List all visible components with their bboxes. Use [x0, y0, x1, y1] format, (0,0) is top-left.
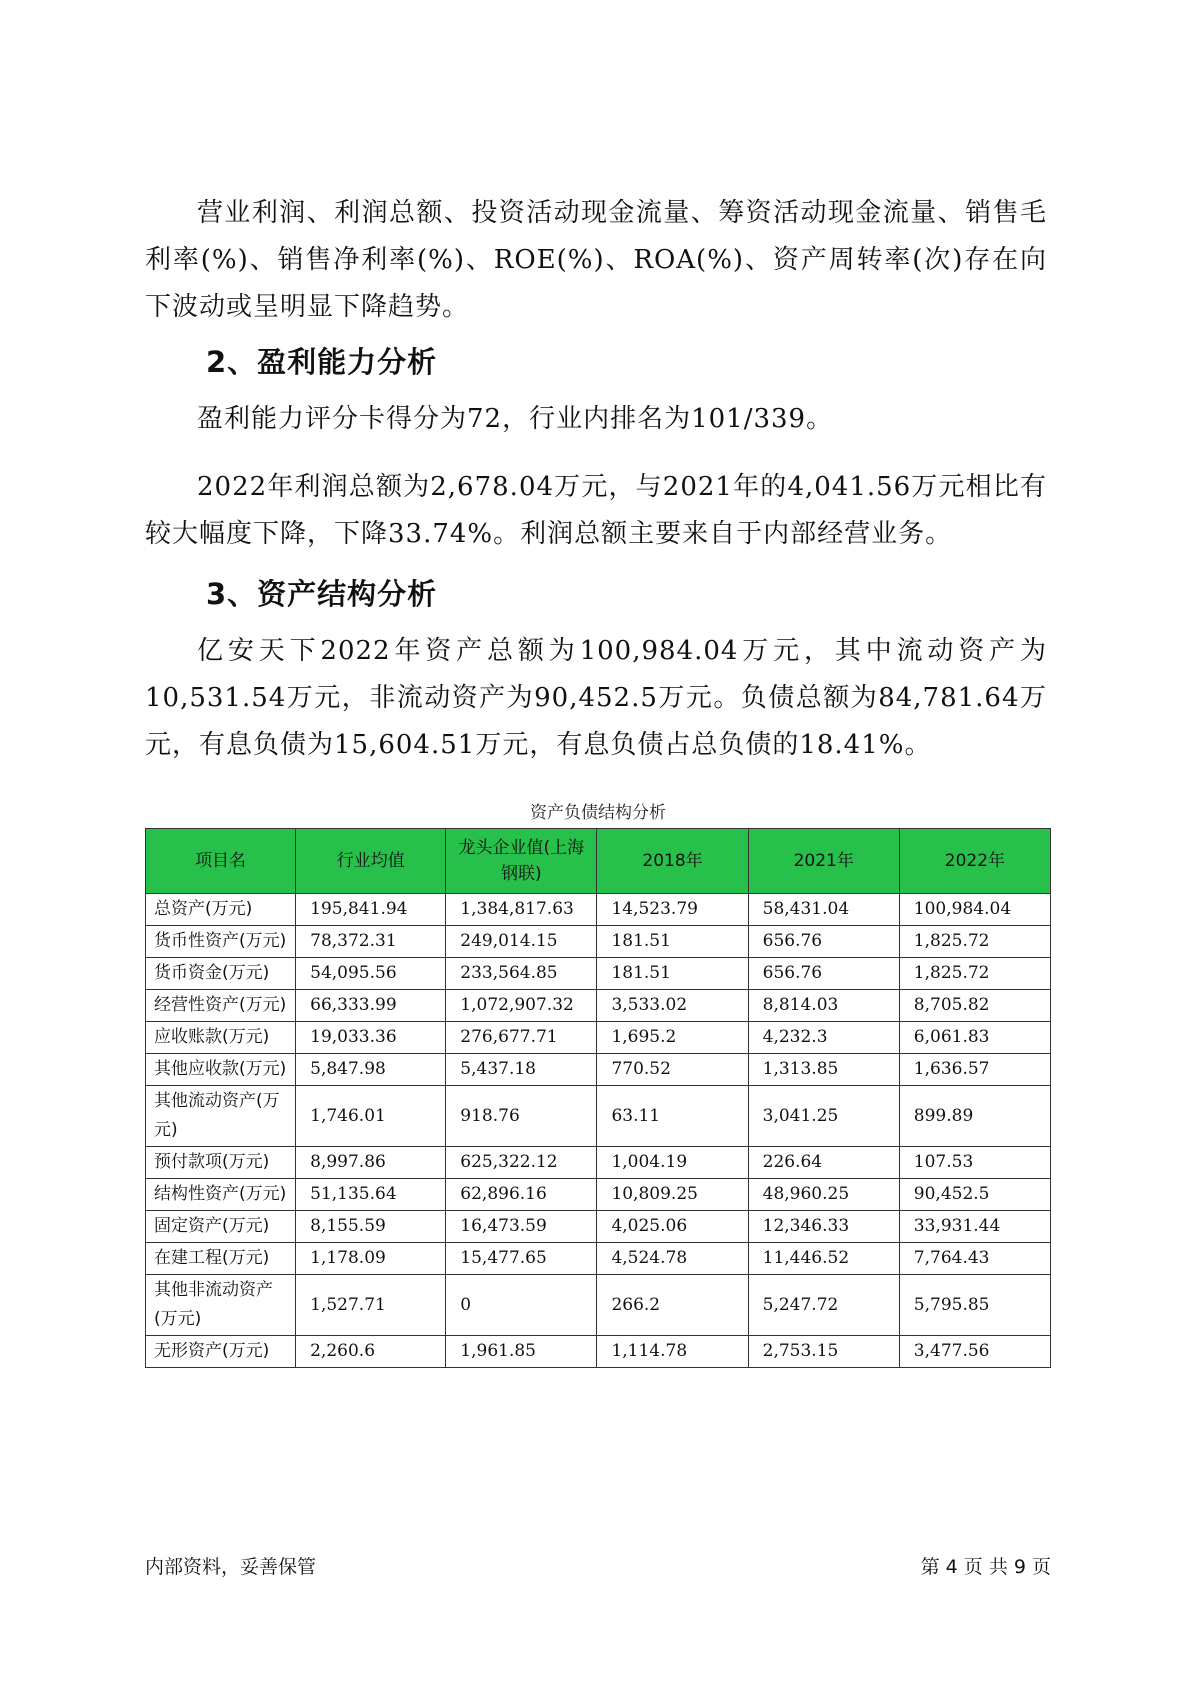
value-cell: 48,960.25 — [748, 1179, 899, 1211]
row-label-cell: 预付款项(万元) — [146, 1147, 296, 1179]
value-cell: 63.11 — [597, 1086, 748, 1147]
row-label-cell: 总资产(万元) — [146, 894, 296, 926]
value-cell: 107.53 — [899, 1147, 1050, 1179]
value-cell: 62,896.16 — [446, 1179, 597, 1211]
row-label-cell: 货币性资产(万元) — [146, 926, 296, 958]
table-row — [146, 926, 1051, 958]
table-row — [146, 1275, 1051, 1336]
row-label-cell: 固定资产(万元) — [146, 1211, 296, 1243]
value-cell: 51,135.64 — [296, 1179, 446, 1211]
value-cell: 8,997.86 — [296, 1147, 446, 1179]
value-cell: 3,533.02 — [597, 990, 748, 1022]
row-label-cell: 货币资金(万元) — [146, 958, 296, 990]
value-cell: 1,746.01 — [296, 1086, 446, 1147]
balance-sheet-table — [145, 828, 1051, 1368]
header-2022: 2022年 — [899, 829, 1050, 894]
value-cell: 181.51 — [597, 926, 748, 958]
intro-paragraph: 营业利润、利润总额、投资活动现金流量、筹资活动现金流量、销售毛利率(%)、销售净利率(%)、ROE(%)、ROA(%)、资产周转率(次)存在向下波动或呈明显下降趋势。 — [145, 198, 1047, 322]
table-row — [146, 1022, 1051, 1054]
value-cell: 2,753.15 — [748, 1336, 899, 1368]
value-cell: 0 — [446, 1275, 597, 1336]
value-cell: 1,636.57 — [899, 1054, 1050, 1086]
value-cell: 66,333.99 — [296, 990, 446, 1022]
value-cell: 100,984.04 — [899, 894, 1050, 926]
value-cell: 5,795.85 — [899, 1275, 1050, 1336]
table-row — [146, 990, 1051, 1022]
table-row — [146, 894, 1051, 926]
value-cell: 656.76 — [748, 958, 899, 990]
header-item-name: 项目名 — [146, 829, 296, 894]
row-label-cell: 结构性资产(万元) — [146, 1179, 296, 1211]
header-2018: 2018年 — [597, 829, 748, 894]
value-cell: 10,809.25 — [597, 1179, 748, 1211]
header-industry-average: 行业均值 — [296, 829, 446, 894]
row-label-cell: 其他应收款(万元) — [146, 1054, 296, 1086]
value-cell: 58,431.04 — [748, 894, 899, 926]
value-cell: 4,025.06 — [597, 1211, 748, 1243]
value-cell: 7,764.43 — [899, 1243, 1050, 1275]
value-cell: 4,232.3 — [748, 1022, 899, 1054]
row-label-cell: 经营性资产(万元) — [146, 990, 296, 1022]
header-2021: 2021年 — [748, 829, 899, 894]
row-label-cell: 在建工程(万元) — [146, 1243, 296, 1275]
value-cell: 249,014.15 — [446, 926, 597, 958]
section-heading-asset-structure: 3、资产结构分析 — [206, 577, 438, 611]
value-cell: 5,247.72 — [748, 1275, 899, 1336]
value-cell: 625,322.12 — [446, 1147, 597, 1179]
value-cell: 181.51 — [597, 958, 748, 990]
value-cell: 11,446.52 — [748, 1243, 899, 1275]
value-cell: 15,477.65 — [446, 1243, 597, 1275]
value-cell: 5,437.18 — [446, 1054, 597, 1086]
row-label-cell: 无形资产(万元) — [146, 1336, 296, 1368]
value-cell: 12,346.33 — [748, 1211, 899, 1243]
section-heading-profitability: 2、盈利能力分析 — [206, 345, 438, 379]
value-cell: 14,523.79 — [597, 894, 748, 926]
value-cell: 226.64 — [748, 1147, 899, 1179]
value-cell: 1,004.19 — [597, 1147, 748, 1179]
value-cell: 1,825.72 — [899, 926, 1050, 958]
value-cell: 5,847.98 — [296, 1054, 446, 1086]
value-cell: 233,564.85 — [446, 958, 597, 990]
value-cell: 195,841.94 — [296, 894, 446, 926]
value-cell: 4,524.78 — [597, 1243, 748, 1275]
value-cell: 8,705.82 — [899, 990, 1050, 1022]
value-cell: 1,825.72 — [899, 958, 1050, 990]
footer-page-number: 第 4 页 共 9 页 — [920, 1556, 1051, 1578]
value-cell: 1,072,907.32 — [446, 990, 597, 1022]
table-row — [146, 1336, 1051, 1368]
value-cell: 6,061.83 — [899, 1022, 1050, 1054]
row-label-cell: 其他非流动资产(万元) — [146, 1275, 296, 1336]
value-cell: 54,095.56 — [296, 958, 446, 990]
table-caption: 资产负债结构分析 — [530, 803, 666, 823]
footer-confidential-note: 内部资料，妥善保管 — [145, 1556, 317, 1578]
row-label-cell: 应收账款(万元) — [146, 1022, 296, 1054]
value-cell: 1,384,817.63 — [446, 894, 597, 926]
value-cell: 1,114.78 — [597, 1336, 748, 1368]
asset-structure-paragraph: 亿安天下2022年资产总额为100,984.04万元，其中流动资产为10,531.54万元，非流动资产为90,452.5万元。负债总额为84,781.64万元，有息负债为15,604.51万元，有息负债占总负债的18.41%。 — [145, 636, 1047, 760]
value-cell: 3,477.56 — [899, 1336, 1050, 1368]
profit-total-paragraph: 2022年利润总额为2,678.04万元，与2021年的4,041.56万元相比有较大幅度下降，下降33.74%。利润总额主要来自于内部经营业务。 — [145, 472, 1047, 549]
table-row — [146, 958, 1051, 990]
value-cell: 78,372.31 — [296, 926, 446, 958]
table-row — [146, 1054, 1051, 1086]
value-cell: 1,961.85 — [446, 1336, 597, 1368]
value-cell: 918.76 — [446, 1086, 597, 1147]
value-cell: 266.2 — [597, 1275, 748, 1336]
value-cell: 656.76 — [748, 926, 899, 958]
value-cell: 8,155.59 — [296, 1211, 446, 1243]
value-cell: 90,452.5 — [899, 1179, 1050, 1211]
value-cell: 3,041.25 — [748, 1086, 899, 1147]
value-cell: 2,260.6 — [296, 1336, 446, 1368]
table-row — [146, 1211, 1051, 1243]
table-row — [146, 1147, 1051, 1179]
value-cell: 16,473.59 — [446, 1211, 597, 1243]
table-header-row — [146, 829, 1051, 894]
value-cell: 19,033.36 — [296, 1022, 446, 1054]
value-cell: 1,527.71 — [296, 1275, 446, 1336]
value-cell: 770.52 — [597, 1054, 748, 1086]
row-label-cell: 其他流动资产(万元) — [146, 1086, 296, 1147]
profitability-score-paragraph: 盈利能力评分卡得分为72，行业内排名为101/339。 — [197, 404, 834, 434]
table-row — [146, 1243, 1051, 1275]
header-leader-value: 龙头企业值(上海钢联) — [446, 829, 597, 894]
value-cell: 8,814.03 — [748, 990, 899, 1022]
value-cell: 1,178.09 — [296, 1243, 446, 1275]
value-cell: 1,313.85 — [748, 1054, 899, 1086]
table-row — [146, 1086, 1051, 1147]
value-cell: 1,695.2 — [597, 1022, 748, 1054]
table-row — [146, 1179, 1051, 1211]
value-cell: 899.89 — [899, 1086, 1050, 1147]
value-cell: 33,931.44 — [899, 1211, 1050, 1243]
table-body — [146, 894, 1051, 1368]
value-cell: 276,677.71 — [446, 1022, 597, 1054]
